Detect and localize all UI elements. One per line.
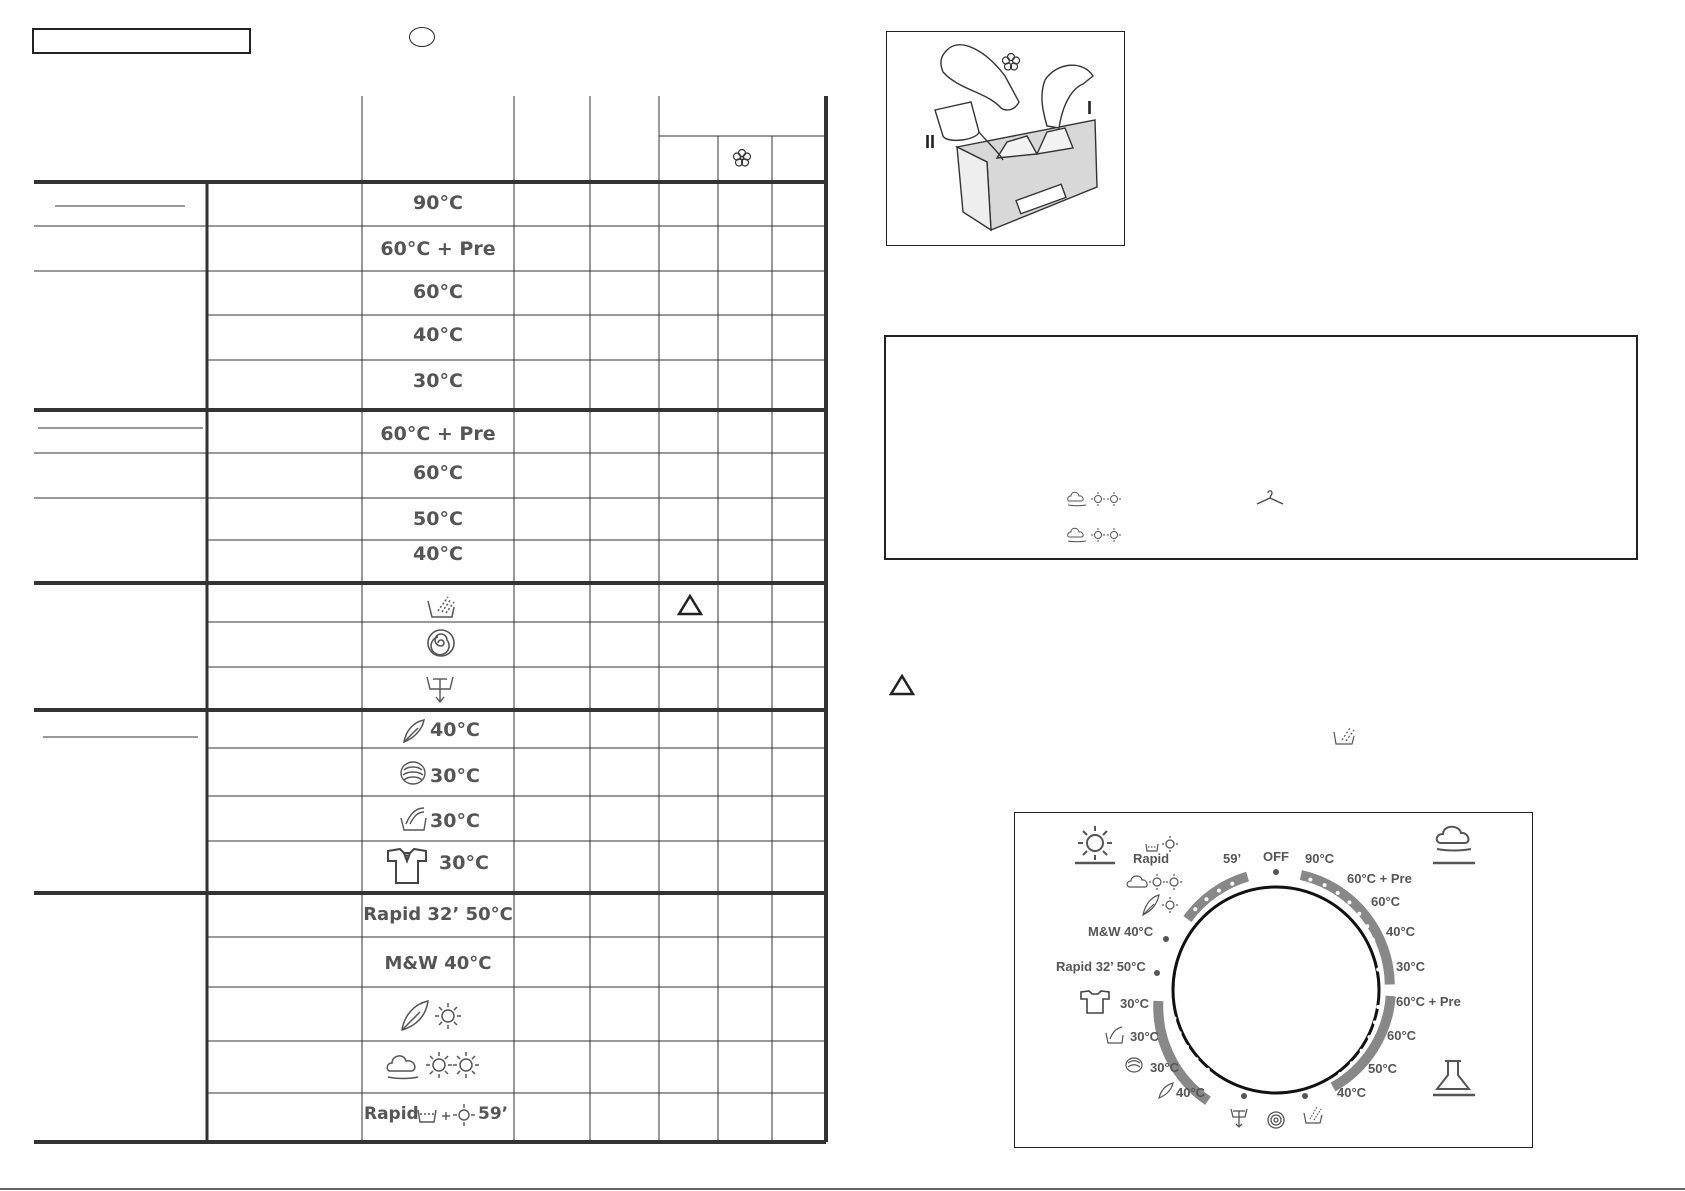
dial-label-rapid59-time: 59’	[1223, 851, 1242, 866]
shirt-icon	[1081, 991, 1109, 1013]
detergent-dispenser-figure	[886, 31, 1125, 246]
warning-triangle-icon	[888, 673, 916, 697]
cloud-sun-sun-icon	[1066, 489, 1126, 509]
rinse-icon	[424, 591, 458, 621]
dispenser-illustration	[887, 32, 1123, 244]
dial-label-mw40: M&W 40°C	[1088, 924, 1154, 939]
language-badge	[409, 27, 435, 47]
compartment-label-2: II	[925, 132, 936, 152]
hanger-icon	[1255, 489, 1285, 507]
feather-sun-icon	[398, 998, 464, 1034]
header-label-box	[32, 28, 251, 54]
dial-label-wool30: 30°C	[1150, 1060, 1180, 1075]
cotton-sun-icon	[1078, 826, 1112, 860]
dial-label-40: 40°C	[1386, 924, 1416, 939]
table-row: Rapid	[364, 1104, 419, 1124]
wool-icon	[1126, 1058, 1142, 1072]
dial-label-rapid32: Rapid 32’ 50°C	[1056, 959, 1146, 974]
table-row: 60°C	[413, 281, 463, 303]
warning-triangle-icon	[679, 596, 701, 614]
table-row: 30°C	[439, 852, 489, 874]
table-row: 30°C	[413, 370, 463, 392]
info-box	[884, 335, 1638, 560]
table-row: 60°C + Pre	[380, 238, 496, 260]
wool-icon	[398, 758, 428, 788]
softener-flower-icon	[734, 150, 751, 167]
sun-icon	[1162, 836, 1178, 852]
cloud-sun-sun-icon	[1066, 525, 1126, 545]
feather-sun-icon	[1143, 895, 1178, 915]
dial-label-30: 30°C	[1396, 959, 1426, 974]
table-row: 50°C	[413, 508, 463, 530]
dial-label-60pre-2: 60°C + Pre	[1396, 994, 1461, 1009]
softener-flower-icon	[1003, 54, 1020, 71]
table-row: 60°C	[413, 462, 463, 484]
table-row: 40°C	[413, 324, 463, 346]
cloud-sun-sun-icon	[384, 1047, 480, 1083]
dial-label-60-2: 60°C	[1387, 1028, 1417, 1043]
table-row: 90°C	[413, 192, 463, 214]
dial-label-60: 60°C	[1371, 894, 1401, 909]
rapid-wash-dry-icon	[416, 1102, 478, 1128]
rinse-icon	[1332, 724, 1358, 748]
handwash-icon	[1106, 1027, 1123, 1043]
wash-tub-icon	[1146, 844, 1158, 851]
table-row: 40°C	[413, 543, 463, 565]
table-row: 30°C	[430, 810, 480, 832]
delicate-feather-icon	[398, 716, 428, 746]
page-footer-rule	[0, 1188, 1685, 1190]
table-row: Rapid 32’ 50°C	[363, 904, 513, 925]
dial-label-90: 90°C	[1305, 851, 1335, 866]
handwash-icon	[398, 804, 428, 832]
dial-label-40-2: 40°C	[1337, 1085, 1367, 1100]
dial-label-off: OFF	[1263, 849, 1289, 864]
dial-label-60pre: 60°C + Pre	[1347, 871, 1412, 886]
dial-label-hand30: 30°C	[1130, 1029, 1160, 1044]
compartment-label-1: I	[1087, 98, 1093, 118]
programme-dial-panel	[1014, 812, 1533, 1148]
delicate-feather-icon	[1159, 1083, 1173, 1098]
table-row: 59’	[478, 1104, 509, 1124]
spin-icon	[425, 626, 457, 660]
dial-label-rapid59: Rapid	[1133, 851, 1170, 866]
shirt-icon	[384, 847, 430, 885]
cloud-sun-sun-icon	[1127, 874, 1182, 890]
table-row: 30°C	[430, 765, 480, 787]
table-row: M&W 40°C	[384, 953, 492, 974]
dial-label-50: 50°C	[1368, 1061, 1398, 1076]
rinse-icon	[1304, 1107, 1322, 1123]
synthetics-cloud-icon	[1437, 827, 1471, 851]
drain-icon	[1231, 1109, 1247, 1127]
table-row: 40°C	[430, 719, 480, 741]
drain-icon	[423, 671, 457, 705]
spin-icon	[1268, 1112, 1284, 1128]
programme-table	[34, 96, 829, 1146]
flask-icon	[1437, 1061, 1469, 1089]
table-row: 60°C + Pre	[380, 423, 496, 445]
dial-label-delicate40: 40°C	[1176, 1085, 1206, 1100]
dial-label-shirt30: 30°C	[1120, 996, 1150, 1011]
